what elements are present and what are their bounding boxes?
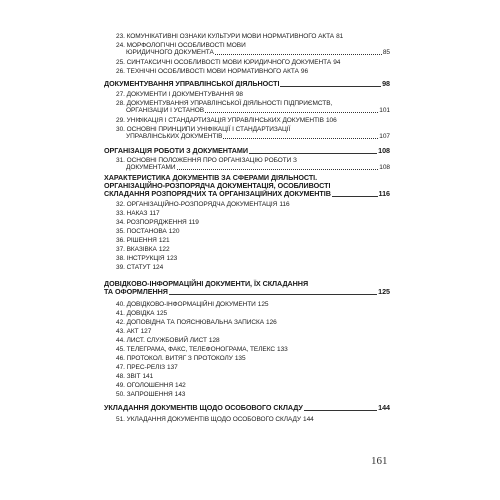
toc-entry [104,157,390,172]
toc-entry-row [104,59,390,66]
toc-page-number: 116 [378,189,390,199]
toc-page-number: 120 [168,228,180,235]
toc-section-heading [104,147,390,155]
toc-entry-title: 31. ОСНОВНІ ПОЛОЖЕННЯ ПРО ОРГАНІЗАЦІЮ РОБОТИ З [116,157,297,164]
toc-page-number: 108 [378,146,390,155]
toc-page-number: 107 [379,133,390,141]
toc-page-number: 117 [149,210,160,217]
toc-entry-title: 27. ДОКУМЕНТИ І ДОКУМЕНТУВАННЯ [116,91,234,98]
toc-page-number: 135 [234,355,246,362]
toc-entry-row [104,33,390,40]
toc-page-number: 125 [378,287,390,297]
toc-entry-row [104,237,390,244]
toc-entry-title: 49. ОГОЛОШЕННЯ [116,382,174,389]
dot-leader [249,153,377,154]
toc-entry-title: 50. ЗАПРОШЕННЯ [116,391,173,398]
toc-page-number: 133 [277,346,288,353]
toc-entry [104,416,390,423]
toc-entry-title: ДОКУМЕНТУВАННЯ УПРАВЛІНСЬКОЇ ДІЯЛЬНОСТІ [104,80,280,88]
toc-entry-title: 30. ОСНОВНІ ПРИНЦИПИ УНІФІКАЦІЇ І СТАНДАРТИЗАЦІЇ [116,126,291,133]
toc-entry-row [104,190,390,198]
toc-entry-title: 25. СИНТАКСИЧНІ ОСОБЛИВОСТІ МОВИ ЮРИДИЧНОГО ДОКУМЕНТА [116,59,332,66]
toc-entry-row [104,91,390,98]
toc-entry-row [104,147,390,155]
toc-entry-row [104,228,390,235]
toc-page-number: 119 [188,219,199,226]
toc-entry-row [104,310,390,317]
toc-page-number: 124 [152,264,164,271]
toc-page-number: 144 [303,416,314,423]
toc-entry [104,373,390,380]
toc-entry [104,91,390,98]
toc-entry [104,301,390,308]
toc-page-number: 142 [175,382,186,389]
toc-entry-title: ОРГАНІЗАЦІЯ РОБОТИ З ДОКУМЕНТАМИ [104,147,248,155]
toc-entry [104,228,390,235]
toc-page-number: 144 [378,403,390,412]
toc-entry-row [104,246,390,253]
toc-page-number: 85 [382,49,390,57]
toc-entry-row [104,255,390,262]
toc-page-number: 81 [336,33,344,40]
toc-entry-row [104,416,390,423]
toc-entry-title: 39. СТАТУТ [116,264,151,271]
toc-page-number: 126 [266,319,277,326]
toc-entry-row [104,337,390,344]
toc-entry-row [104,210,390,217]
toc-entry-row [104,68,390,75]
toc-entry-title: ОРГАНІЗАЦІЙ І УСТАНОВ [126,107,205,115]
toc-section-heading [104,174,390,199]
toc-entry-title: СКЛАДАННЯ РОЗПОРЯДЧИХ ТА ОРГАНІЗАЦІЙНИХ ДОКУМЕНТІВ [104,190,331,199]
toc-entry [104,33,390,40]
dot-leader [169,294,377,295]
dot-leader [177,169,379,170]
toc-page-number: 106 [325,117,337,124]
toc-entry-title: 47. ПРЕС-РЕЛІЗ [116,364,166,371]
toc-entry-row [104,117,390,124]
toc-page-number: 116 [279,201,290,208]
toc-entry-row [104,346,390,353]
toc-entry [104,328,390,335]
toc-entry [104,319,390,326]
toc-page-number: 96 [300,68,309,75]
toc-entry [104,100,390,115]
toc-entry-title: 45. ТЕЛЕГРАМА, ФАКС, ТЕЛЕФОНОГРАМА, ТЕЛЕКС [116,346,276,353]
toc-entry-title: ДОКУМЕНТАМИ [126,164,176,172]
toc-entry-row [104,49,390,56]
toc-entry-row [104,201,390,208]
toc-entry-row [104,328,390,335]
toc-page-number: 98 [235,91,243,98]
toc-entry-title: 51. УКЛАДАННЯ ДОКУМЕНТІВ ЩОДО ОСОБОВОГО СКЛАДУ [116,416,301,423]
toc-entry [104,255,390,262]
toc-entry-title: 26. ТЕХНІЧНІ ОСОБЛИВОСТІ МОВИ НОРМАТИВНОГО АКТА [116,68,299,75]
toc-entry-row [104,164,390,171]
toc-entry [104,337,390,344]
toc-page-number: 125 [156,310,168,317]
toc-page-number: 108 [379,164,390,172]
toc-section-heading [104,404,390,412]
toc-entry-title: 34. РОЗПОРЯДЖЕННЯ [116,219,187,226]
toc-page-number: 123 [166,255,178,262]
toc-entry-title: 36. РІШЕННЯ [116,237,157,244]
dot-leader [332,196,378,197]
toc-entry [104,237,390,244]
toc-entry-row [104,355,390,362]
toc-entry-title: 44. ЛИСТ. СЛУЖБОВИЙ ЛИСТ [116,337,207,344]
toc-section-heading [104,280,390,296]
toc-page-number: 143 [174,391,186,398]
toc-entry [104,246,390,253]
toc-entry-row [104,264,390,271]
toc-entry [104,219,390,226]
toc-page-number: 141 [142,373,154,380]
toc-entry-title: 46. ПРОТОКОЛ. ВИТЯГ З ПРОТОКОЛУ [116,355,233,362]
page-number: 161 [371,455,388,467]
toc-entry-row [104,373,390,380]
toc-page-number: 125 [257,301,269,308]
toc-entry-title: 43. АКТ [116,328,139,335]
toc-entry [104,42,390,57]
toc-entry [104,201,390,208]
toc-page-number: 101 [379,107,390,115]
toc-page-number: 127 [140,328,152,335]
toc-entry [104,126,390,141]
toc-entry-title: 41. ДОВІДКА [116,310,155,317]
toc-entry-title: 24. МОРФОЛОГІЧНІ ОСОБЛИВОСТІ МОВИ [116,42,246,49]
toc-page-number: 128 [208,337,220,344]
dot-leader [205,112,378,113]
dot-leader [223,138,378,139]
toc-entry [104,59,390,66]
toc-entry-row [104,219,390,226]
toc-entry-title: 32. ОРГАНІЗАЦІЙНО-РОЗПОРЯДЧА ДОКУМЕНТАЦІЯ [116,201,278,208]
toc-entry-title: УКЛАДАННЯ ДОКУМЕНТІВ ЩОДО ОСОБОВОГО СКЛАДУ [104,404,303,412]
toc-entry-title: ТА ОФОРМЛЕННЯ [104,288,168,297]
toc-page-number: 137 [167,364,178,371]
toc-entry-row [104,319,390,326]
toc-page-number: 122 [158,246,170,253]
toc-entry-row [104,133,390,140]
toc-entry-row [104,301,390,308]
toc-entry-title: 42. ДОПОВІДНА ТА ПОЯСНЮВАЛЬНА ЗАПИСКА [116,319,264,326]
toc-page-number: 121 [158,237,170,244]
toc-page-number: 98 [382,79,390,88]
toc-entry-title: 48. ЗВІТ [116,373,141,380]
toc-entry-title: 35. ПОСТАНОВА [116,228,167,235]
toc-entry-row [104,364,390,371]
dot-leader [280,86,381,87]
dot-leader [215,54,382,55]
toc-entry-title: ЮРИДИЧНОГО ДОКУМЕНТА [126,49,214,57]
toc-entry [104,117,390,124]
toc-entry-row [104,404,390,412]
toc-entry [104,346,390,353]
toc-entry [104,364,390,371]
toc-entry-title: 23. КОМУНІКАТИВНІ ОЗНАКИ КУЛЬТУРИ МОВИ НОРМАТИВНОГО АКТА [116,33,335,40]
toc-entry-row [104,288,390,296]
toc-entry-row [104,382,390,389]
toc-entry-title: 29. УНІФІКАЦІЯ І СТАНДАРТИЗАЦІЯ УПРАВЛІНСЬКИХ ДОКУМЕНТІВ [116,117,324,124]
toc-page-number: 94 [333,59,341,66]
toc-entry [104,310,390,317]
toc-entry-title: УПРАВЛІНСЬКИХ ДОКУМЕНТІВ [126,133,223,141]
toc-entry-row [104,107,390,114]
toc-entry-title: 38. ІНСТРУКЦІЯ [116,255,165,262]
toc-entry-title: 33. НАКАЗ [116,210,148,217]
dot-leader [304,410,377,411]
toc-entry [104,355,390,362]
toc-section-heading [104,80,390,88]
toc-entry [104,68,390,75]
toc-entry [104,382,390,389]
toc-entry-title: ОРГАНІЗАЦІЙНО-РОЗПОРЯДЧА ДОКУМЕНТАЦІЯ, ОСОБЛИВОСТІ [104,181,331,191]
toc-entry-title: 40. ДОВІДКОВО-ІНФОРМАЦІЙНІ ДОКУМЕНТИ [116,301,256,308]
toc-entry [104,264,390,271]
toc-entry-title: ХАРАКТЕРИСТИКА ДОКУМЕНТІВ ЗА СФЕРАМИ ДІЯЛЬНОСТІ. [104,173,318,182]
toc-entry-row [104,80,390,88]
toc-entry [104,391,390,398]
toc-entry-title: ДОВІДКОВО-ІНФОРМАЦІЙНІ ДОКУМЕНТИ, ЇХ СКЛАДАННЯ [104,279,309,288]
toc-entry [104,210,390,217]
toc-entry-title: 37. ВКАЗІВКА [116,246,157,253]
toc-entry-row [104,391,390,398]
toc-entry-title: 28. ДОКУМЕНТУВАННЯ УПРАВЛІНСЬКОЇ ДІЯЛЬНОСТІ ПІДПРИЄМСТВ, [116,100,333,107]
